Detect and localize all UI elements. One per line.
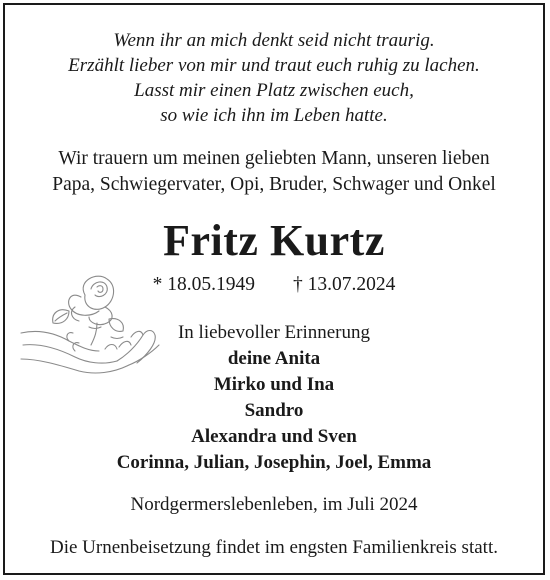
death-date: † 13.07.2024: [293, 274, 396, 295]
poem-line-3: Lasst mir einen Platz zwischen euch,: [134, 80, 414, 101]
mourner-line-3: Sandro: [244, 400, 304, 421]
mourner-line-5: Corinna, Julian, Josephin, Joel, Emma: [116, 452, 432, 473]
intro-line-1: Wir trauern um meinen geliebten Mann, unseren lieben: [58, 148, 490, 169]
mourner-line-1: deine Anita: [227, 348, 321, 369]
burial-note: Die Urnenbeisetzung findet im engsten Familienkreis statt.: [50, 537, 498, 558]
remembrance-lead: In liebevoller Erinnerung: [177, 322, 371, 343]
mourner-line-2: Mirko und Ina: [213, 374, 335, 395]
deceased-name: Fritz Kurtz: [163, 216, 385, 265]
obituary-notice: [3, 3, 545, 575]
poem-line-2: Erzählt lieber von mir und traut euch ruhig zu lachen.: [68, 55, 480, 76]
place-and-date: Nordgermerslebenleben, im Juli 2024: [130, 494, 418, 515]
birth-date: * 18.05.1949: [152, 274, 255, 295]
intro-line-2: Papa, Schwiegervater, Opi, Bruder, Schwager und Onkel: [52, 174, 496, 195]
poem-line-1: Wenn ihr an mich denkt seid nicht traurig.: [113, 30, 435, 51]
poem-line-4: so wie ich ihn im Leben hatte.: [160, 105, 388, 126]
mourner-line-4: Alexandra und Sven: [191, 426, 357, 447]
